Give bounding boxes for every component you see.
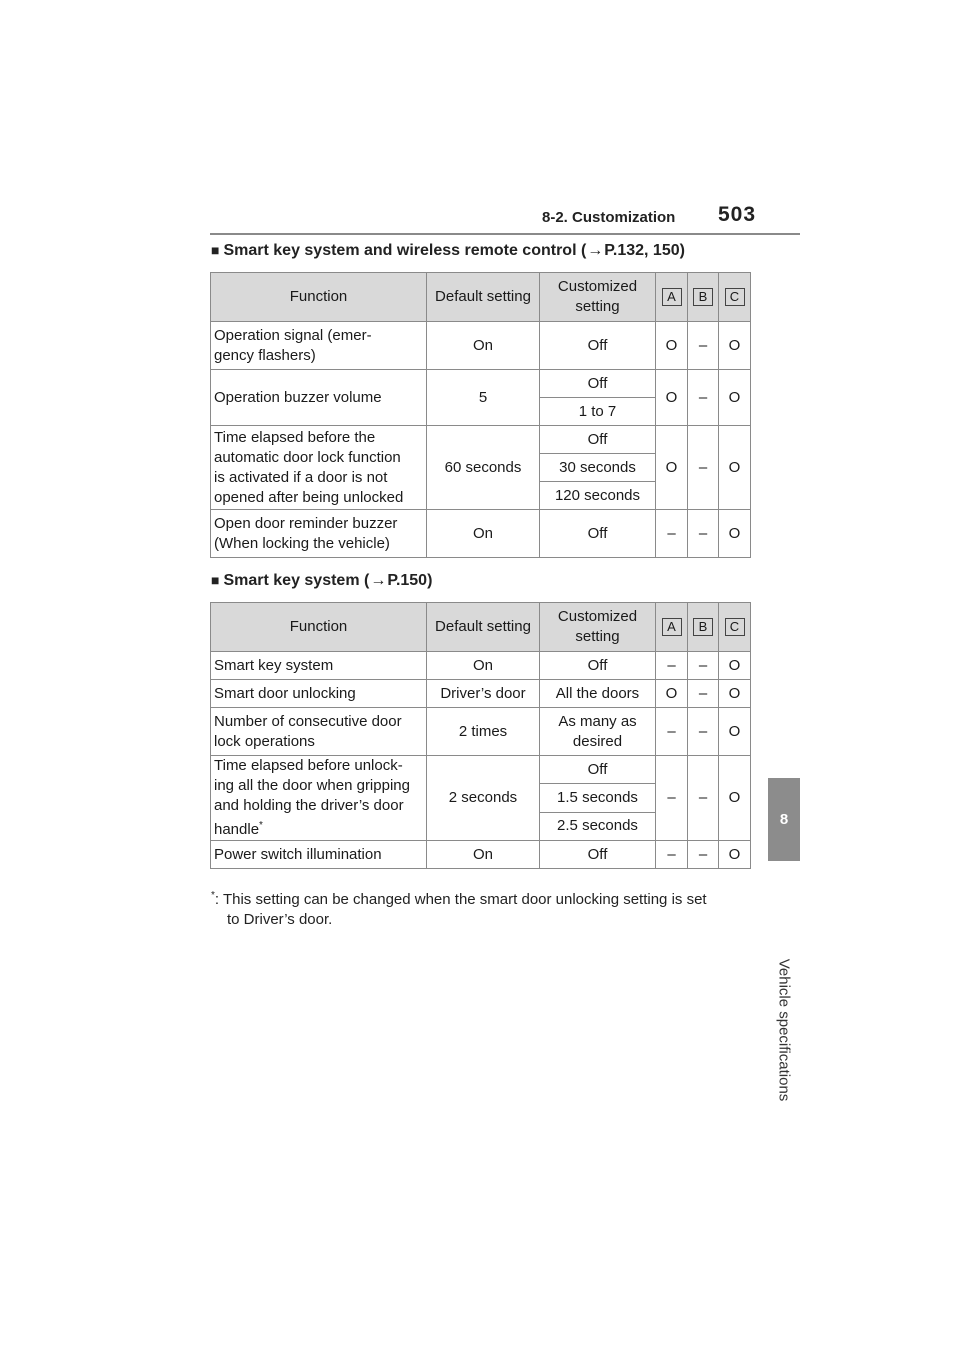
- chapter-tab: 8: [768, 778, 800, 861]
- method-c-cell: O: [719, 841, 751, 869]
- customized-setting-text: As many as desired: [558, 712, 637, 750]
- function-text: Operation buzzer volume: [214, 388, 382, 406]
- table1-heading-ref[interactable]: P.132, 150): [604, 242, 685, 259]
- customized-setting-cell: [540, 652, 656, 680]
- column-header-a-label: A: [662, 288, 682, 306]
- customized-setting-text: Off: [587, 374, 608, 392]
- default-setting-cell: On: [427, 510, 540, 558]
- arrow-right-icon: →: [370, 572, 387, 589]
- function-cell: [211, 841, 427, 869]
- customized-setting-cell: [540, 482, 656, 510]
- table-row: [211, 426, 751, 454]
- square-bullet-icon: ■: [211, 242, 220, 258]
- header-rule: [210, 233, 800, 235]
- column-header-c: [719, 273, 751, 322]
- method-b-cell: –: [688, 680, 719, 708]
- customized-setting-text: 1 to 7: [578, 402, 617, 420]
- customized-setting-cell: [540, 841, 656, 869]
- function-text: Open door reminder buzzer (When locking the vehicle): [214, 514, 398, 552]
- footnote: [211, 886, 751, 930]
- footnote-text-cont: to Driver’s door.: [227, 911, 333, 928]
- customized-setting-cell: [540, 370, 656, 398]
- footnote-mark: *: [211, 890, 215, 901]
- table-row: [211, 370, 751, 398]
- square-bullet-icon: ■: [211, 572, 220, 588]
- function-cell: [211, 708, 427, 756]
- table-row: [211, 322, 751, 370]
- page-number: 503: [718, 203, 757, 226]
- customized-setting-cell: [540, 680, 656, 708]
- column-header-c-label: C: [725, 618, 745, 636]
- column-header-c: [719, 603, 751, 652]
- customized-setting-cell: [540, 398, 656, 426]
- default-setting-cell: On: [427, 841, 540, 869]
- customized-setting-text: Off: [587, 336, 608, 354]
- customized-setting-cell: [540, 756, 656, 784]
- function-text: Smart key system: [214, 656, 334, 674]
- method-b-cell: –: [688, 708, 719, 756]
- method-b-cell: –: [688, 841, 719, 869]
- column-header-a: [656, 273, 688, 322]
- method-b-cell: –: [688, 510, 719, 558]
- default-setting-cell: On: [427, 652, 540, 680]
- function-cell: [211, 322, 427, 370]
- column-header-b: [688, 273, 719, 322]
- function-cell: [211, 510, 427, 558]
- customized-setting-cell: [540, 454, 656, 482]
- method-c-cell: O: [719, 756, 751, 841]
- function-cell: [211, 426, 427, 510]
- table2: [210, 602, 751, 869]
- header-row: [211, 273, 751, 322]
- function-cell: [211, 680, 427, 708]
- chapter-label: Vehicle specifications: [775, 958, 793, 1102]
- table-row: [211, 652, 751, 680]
- table-row: [211, 756, 751, 784]
- method-c-cell: O: [719, 510, 751, 558]
- table2-heading-ref[interactable]: P.150): [387, 572, 433, 589]
- method-a-cell: O: [656, 680, 688, 708]
- table1-heading-text: Smart key system and wireless remote control (: [223, 242, 587, 259]
- header-row: [211, 603, 751, 652]
- function-text: Number of consecutive door lock operations: [214, 712, 402, 750]
- customized-setting-text: 1.5 seconds: [557, 788, 638, 806]
- default-setting-cell: 60 seconds: [427, 426, 540, 510]
- default-setting-cell: On: [427, 322, 540, 370]
- customized-setting-text: Off: [587, 524, 608, 542]
- method-a-cell: –: [656, 652, 688, 680]
- customized-setting-text: All the doors: [555, 684, 640, 702]
- customized-setting-text: Off: [587, 656, 608, 674]
- customized-setting-cell: [540, 708, 656, 756]
- method-a-cell: O: [656, 322, 688, 370]
- customized-setting-cell: [540, 426, 656, 454]
- column-header-a-label: A: [662, 618, 682, 636]
- method-c-cell: O: [719, 708, 751, 756]
- method-a-cell: –: [656, 756, 688, 841]
- column-header-customized-label: Customized setting: [557, 278, 638, 315]
- section-title: 8-2. Customization: [542, 209, 676, 226]
- column-header-default-label: Default setting: [435, 618, 531, 635]
- method-c-cell: O: [719, 680, 751, 708]
- function-cell: [211, 652, 427, 680]
- customized-setting-cell: [540, 510, 656, 558]
- method-c-cell: O: [719, 322, 751, 370]
- customized-setting-cell: [540, 322, 656, 370]
- table1: [210, 272, 751, 558]
- function-cell: [211, 370, 427, 426]
- column-header-b: [688, 603, 719, 652]
- customized-setting-text: Off: [587, 845, 608, 863]
- method-b-cell: –: [688, 370, 719, 426]
- column-header-function: [211, 273, 427, 322]
- table-row: [211, 708, 751, 756]
- function-text: Smart door unlocking: [214, 684, 356, 702]
- method-b-cell: –: [688, 652, 719, 680]
- column-header-function-label: Function: [289, 288, 348, 305]
- footnote-text: : This setting can be changed when the smart door unlocking setting is set: [214, 891, 707, 908]
- column-header-default: [427, 273, 540, 322]
- method-a-cell: –: [656, 841, 688, 869]
- column-header-customized: [540, 603, 656, 652]
- customized-setting-text: Off: [587, 760, 608, 778]
- method-c-cell: O: [719, 426, 751, 510]
- customized-setting-cell: [540, 784, 656, 812]
- column-header-function: [211, 603, 427, 652]
- function-cell: [211, 756, 427, 841]
- customized-setting-text: Off: [587, 430, 608, 448]
- function-text: Operation signal (emer- gency flashers): [214, 326, 372, 364]
- footnote-ref-mark: *: [259, 820, 263, 831]
- column-header-c-label: C: [725, 288, 745, 306]
- table2-heading: [211, 572, 432, 590]
- column-header-a: [656, 603, 688, 652]
- method-b-cell: –: [688, 756, 719, 841]
- column-header-default-label: Default setting: [435, 288, 531, 305]
- customized-setting-cell: [540, 812, 656, 840]
- default-setting-cell: Driver’s door: [427, 680, 540, 708]
- table-row: [211, 841, 751, 869]
- table-row: [211, 680, 751, 708]
- table-row: [211, 510, 751, 558]
- method-c-cell: O: [719, 652, 751, 680]
- customized-setting-text: 30 seconds: [559, 458, 636, 476]
- column-header-customized-label: Customized setting: [557, 608, 638, 645]
- function-text: Power switch illumination: [214, 845, 382, 863]
- default-setting-cell: 2 times: [427, 708, 540, 756]
- method-c-cell: O: [719, 370, 751, 426]
- default-setting-cell: 2 seconds: [427, 756, 540, 841]
- table1-heading: [211, 242, 685, 260]
- column-header-b-label: B: [693, 288, 713, 306]
- table2-body: [211, 603, 751, 869]
- method-b-cell: –: [688, 426, 719, 510]
- table1-body: [211, 273, 751, 558]
- function-text: Time elapsed before the automatic door lock function is activated if a door is not opened after being unlocked: [214, 428, 404, 506]
- column-header-customized: [540, 273, 656, 322]
- function-text: Time elapsed before unlock- ing all the door when gripping and holding the driver’s door handle: [214, 757, 410, 838]
- method-b-cell: –: [688, 322, 719, 370]
- column-header-function-label: Function: [289, 618, 348, 635]
- method-a-cell: –: [656, 708, 688, 756]
- customized-setting-text: 2.5 seconds: [557, 817, 638, 835]
- table2-heading-text: Smart key system (: [223, 572, 370, 589]
- method-a-cell: O: [656, 370, 688, 426]
- method-a-cell: –: [656, 510, 688, 558]
- default-setting-cell: 5: [427, 370, 540, 426]
- method-a-cell: O: [656, 426, 688, 510]
- page-header: [0, 0, 960, 240]
- arrow-right-icon: →: [587, 242, 604, 259]
- column-header-b-label: B: [693, 618, 713, 636]
- customized-setting-text: 120 seconds: [554, 486, 641, 504]
- column-header-default: [427, 603, 540, 652]
